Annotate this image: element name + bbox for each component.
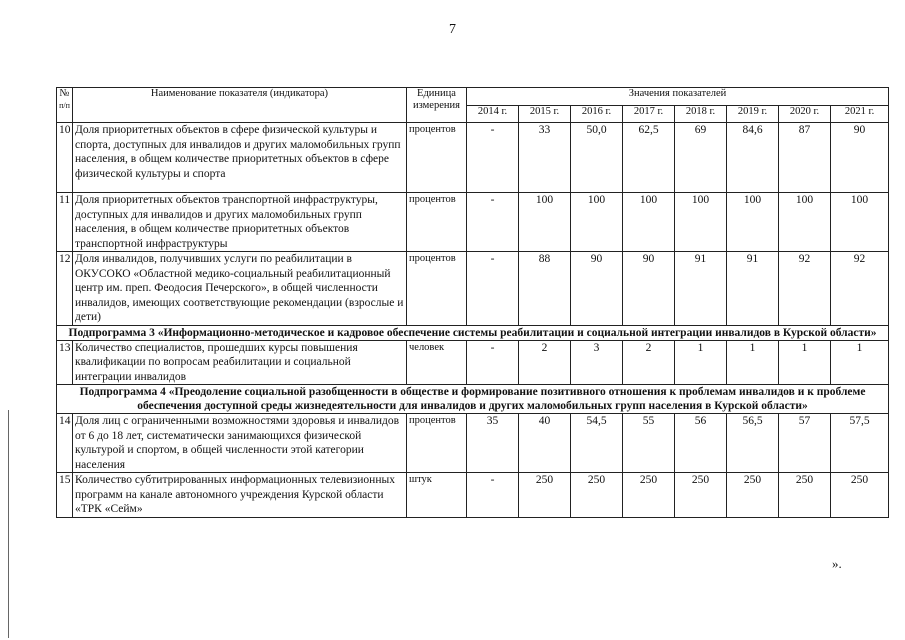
value-cell: 1	[675, 340, 727, 385]
indicator-name: Количество специалистов, прошедших курсы повышения квалификации по вопросам реабилитации и социальной интеграции инвалидов	[73, 340, 407, 385]
value-cell: 92	[779, 252, 831, 326]
subprogram-row	[57, 325, 889, 340]
header-row-top	[57, 88, 889, 106]
value-cell: 1	[727, 340, 779, 385]
value-cell: 57,5	[831, 414, 889, 473]
subprogram-title: Подпрограмма 4 «Преодоление социальной разобщенности в обществе и формирование позитивного отношения к проблемам инвалидов и к проблеме обеспечения доступной среды жизнедеятельности для инвалидов и других маломобильных групп населения в Курской области»	[57, 385, 889, 414]
unit-cell: процентов	[407, 252, 467, 326]
value-cell: 100	[623, 193, 675, 252]
value-cell: 100	[779, 193, 831, 252]
value-cell: 250	[675, 473, 727, 518]
value-cell: -	[467, 252, 519, 326]
unit-cell: человек	[407, 340, 467, 385]
row-number: 14	[57, 414, 73, 473]
value-cell: 84,6	[727, 123, 779, 193]
header-year: 2015 г.	[519, 105, 571, 123]
closing-mark: ».	[832, 556, 842, 571]
value-cell: -	[467, 473, 519, 518]
value-cell: -	[467, 123, 519, 193]
header-name: Наименование показателя (индикатора)	[73, 88, 407, 123]
value-cell: 54,5	[571, 414, 623, 473]
unit-cell: процентов	[407, 193, 467, 252]
header-num-sub: п/п	[59, 101, 70, 110]
header-year: 2018 г.	[675, 105, 727, 123]
value-cell: 69	[675, 123, 727, 193]
margin-line	[8, 410, 9, 638]
table-row	[57, 123, 889, 193]
row-number: 10	[57, 123, 73, 193]
header-year: 2017 г.	[623, 105, 675, 123]
header-num-label: №	[59, 88, 70, 99]
unit-cell: процентов	[407, 414, 467, 473]
value-cell: 55	[623, 414, 675, 473]
value-cell: 100	[571, 193, 623, 252]
header-year: 2019 г.	[727, 105, 779, 123]
table-row	[57, 340, 889, 385]
indicator-name: Доля лиц с ограниченными возможностями здоровья и инвалидов от 6 до 18 лет, систематически занимающихся физической культурой и спортом, в общей численности этой категории населения	[73, 414, 407, 473]
value-cell: 56	[675, 414, 727, 473]
indicator-name: Количество субтитрированных информационных телевизионных программ на канале автономного учреждения Курской области «ТРК «Сейм»	[73, 473, 407, 518]
value-cell: 250	[779, 473, 831, 518]
value-cell: 250	[519, 473, 571, 518]
value-cell: 100	[519, 193, 571, 252]
value-cell: 250	[571, 473, 623, 518]
value-cell: 35	[467, 414, 519, 473]
indicator-name: Доля приоритетных объектов транспортной инфраструктуры, доступных для инвалидов и других маломобильных групп населения, в общем количестве приоритетных объектов транспортной инфраструктуры	[73, 193, 407, 252]
header-values: Значения показателей	[467, 88, 889, 106]
value-cell: 87	[779, 123, 831, 193]
table-row	[57, 473, 889, 518]
indicators-table	[56, 87, 889, 518]
value-cell: 91	[675, 252, 727, 326]
indicator-name: Доля приоритетных объектов в сфере физической культуры и спорта, доступных для инвалидов и других маломобильных групп населения, в общем количестве приоритетных объектов в сфере физической культуры и спорта	[73, 123, 407, 193]
value-cell: -	[467, 193, 519, 252]
value-cell: 62,5	[623, 123, 675, 193]
indicator-name: Доля инвалидов, получивших услуги по реабилитации в ОКУСОКО «Областной медико-социальный реабилитационный центр им. преп. Феодосия Печерского», в общей численности инвалидов, имеющих соответствующие рекомендации (взрослые и дети)	[73, 252, 407, 326]
value-cell: 250	[623, 473, 675, 518]
value-cell: 3	[571, 340, 623, 385]
value-cell: 90	[831, 123, 889, 193]
value-cell: 91	[727, 252, 779, 326]
header-year: 2016 г.	[571, 105, 623, 123]
value-cell: 1	[831, 340, 889, 385]
value-cell: 250	[831, 473, 889, 518]
header-num	[57, 88, 73, 123]
value-cell: 100	[675, 193, 727, 252]
unit-cell: штук	[407, 473, 467, 518]
value-cell: 2	[623, 340, 675, 385]
table-row	[57, 414, 889, 473]
unit-cell: процентов	[407, 123, 467, 193]
value-cell: 100	[727, 193, 779, 252]
value-cell: 90	[623, 252, 675, 326]
value-cell: 56,5	[727, 414, 779, 473]
value-cell: 250	[727, 473, 779, 518]
value-cell: 33	[519, 123, 571, 193]
value-cell: 40	[519, 414, 571, 473]
row-number: 12	[57, 252, 73, 326]
value-cell: 100	[831, 193, 889, 252]
subprogram-row	[57, 385, 889, 414]
value-cell: 88	[519, 252, 571, 326]
row-number: 13	[57, 340, 73, 385]
row-number: 15	[57, 473, 73, 518]
value-cell: 2	[519, 340, 571, 385]
page-number: 7	[449, 22, 456, 37]
table-row	[57, 252, 889, 326]
value-cell: -	[467, 340, 519, 385]
value-cell: 1	[779, 340, 831, 385]
value-cell: 92	[831, 252, 889, 326]
subprogram-title: Подпрограмма 3 «Информационно-методическое и кадровое обеспечение системы реабилитации и социальной интеграции инвалидов в Курской области»	[57, 325, 889, 340]
value-cell: 90	[571, 252, 623, 326]
header-year: 2020 г.	[779, 105, 831, 123]
table-row	[57, 193, 889, 252]
header-year: 2014 г.	[467, 105, 519, 123]
header-unit: Единица измерения	[407, 88, 467, 123]
value-cell: 50,0	[571, 123, 623, 193]
header-year: 2021 г.	[831, 105, 889, 123]
table-body	[57, 123, 889, 518]
value-cell: 57	[779, 414, 831, 473]
row-number: 11	[57, 193, 73, 252]
